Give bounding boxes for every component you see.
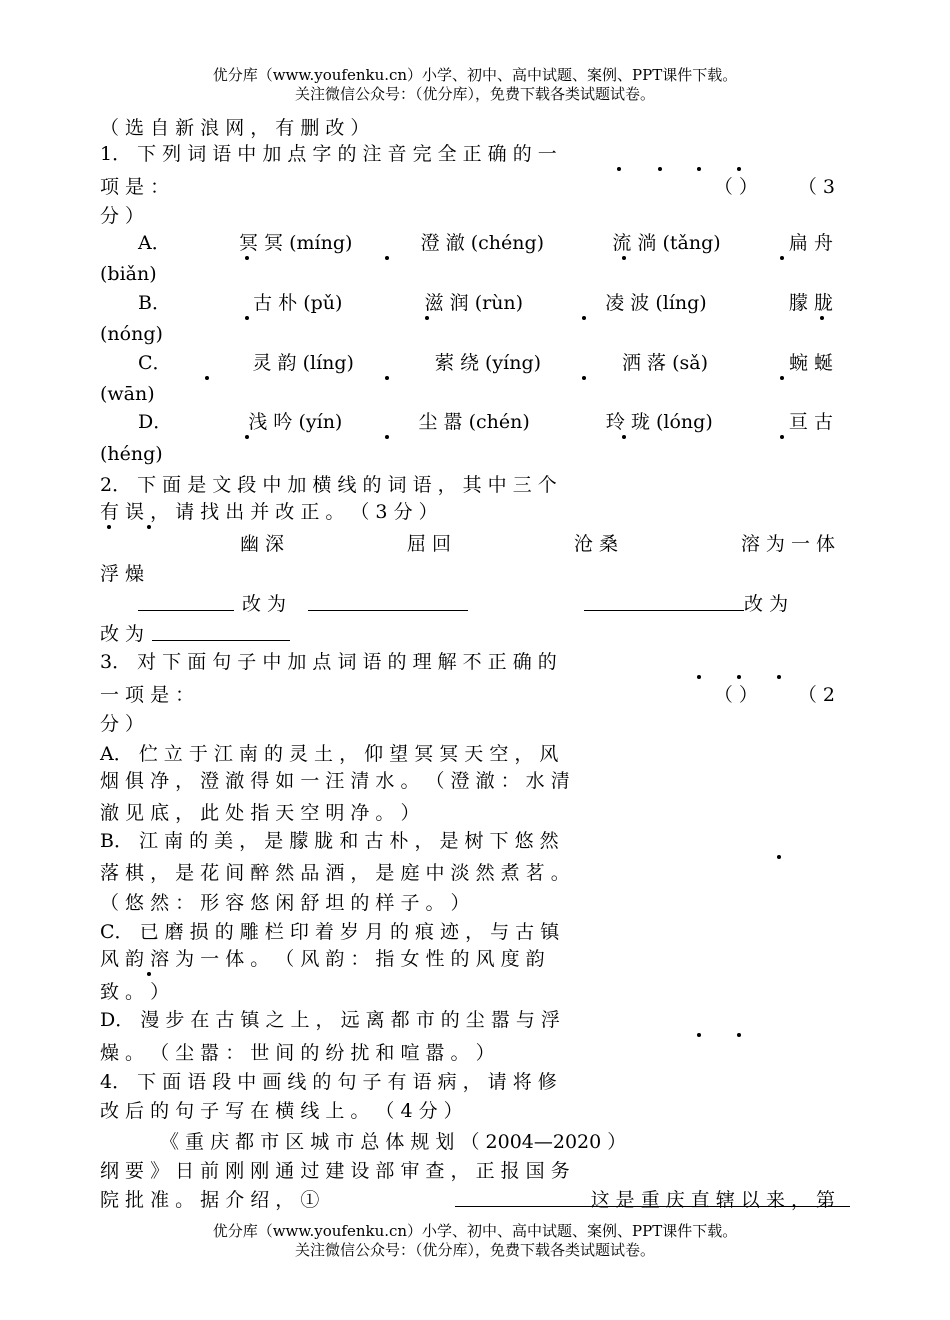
- q4-passage-line-3: [100, 1188, 835, 1212]
- q2-answer-row-1: [138, 592, 838, 616]
- q3-line-6: （ 悠 然 ： 形 容 悠 闲 舒 坦 的 样 子 。 ）: [100, 892, 470, 914]
- emphasis-dot: [385, 435, 389, 439]
- q2-word-5: 浮 燥: [100, 563, 145, 585]
- q2-answer-row-2: [100, 622, 835, 646]
- q3-line-5: 落 棋 ， 是 花 间 醉 然 品 酒 ， 是 庭 中 淡 然 煮 茗 。: [100, 862, 570, 884]
- emphasis-dot: [245, 435, 249, 439]
- q1-a-word4: 扁 舟: [788, 232, 833, 254]
- header-line-2: 关注微信公众号：（优分库），免费下载各类试题试卷。: [294, 85, 655, 103]
- emphasis-dot: [737, 167, 741, 171]
- q1-b-word2: 滋 润 (rùn): [424, 292, 524, 314]
- q4-passage-line-1: 《 重 庆 都 市 区 城 市 总 体 规 划 （ 2004—2020 ）: [160, 1131, 627, 1153]
- emphasis-dot: [780, 256, 784, 260]
- emphasis-dot: [582, 316, 586, 320]
- q4-passage-underlined: 这 是 重 庆 直 辖 以 来 ， 第: [590, 1189, 835, 1211]
- q3-stem-line-2: [100, 683, 835, 707]
- q1-c-label: C．: [138, 352, 172, 374]
- q2-blank-4[interactable]: [152, 622, 290, 641]
- q2-change-label-3: 改 为: [100, 623, 145, 645]
- emphasis-dot: [147, 525, 151, 529]
- q1-b-tail: (nóng): [100, 323, 163, 345]
- q1-answer-paren: （ ）: [713, 176, 758, 198]
- q1-c-word1: 灵 韵 (líng): [252, 352, 354, 374]
- q1-b-word4: 朦 胧: [788, 292, 833, 314]
- q3-score-a: （ 2: [797, 684, 835, 706]
- q1-d-word2: 尘 嚣 (chén): [418, 411, 530, 433]
- q1-d-label: D．: [138, 411, 173, 433]
- emphasis-dot: [622, 435, 626, 439]
- q3-line-8: 风 韵 溶 为 一 体 。 （ 风 韵 ： 指 女 性 的 风 度 韵: [100, 948, 545, 970]
- emphasis-dot: [780, 435, 784, 439]
- q2-stem-line-1: 2． 下 面 是 文 段 中 加 横 线 的 词 语 ， 其 中 三 个: [100, 474, 557, 496]
- q3-answer-paren: （ ）: [713, 684, 758, 706]
- emphasis-dot: [777, 675, 781, 679]
- emphasis-dot: [622, 256, 626, 260]
- emphasis-dot: [205, 376, 209, 380]
- q2-change-label-2: 改 为: [744, 593, 789, 615]
- q4-underline-rule: [455, 1206, 850, 1207]
- q1-d-tail: (héng): [100, 443, 163, 465]
- q3-line-4: B． 江 南 的 美 ， 是 朦 胧 和 古 朴 ， 是 树 下 悠 然: [100, 830, 559, 852]
- emphasis-dot: [582, 376, 586, 380]
- q1-stem-line-2: [100, 175, 835, 199]
- q2-word-3: 沧 桑: [573, 533, 618, 555]
- emphasis-dot: [147, 972, 151, 976]
- q3-line-9: 致 。 ）: [100, 981, 170, 1003]
- q1-stem-text: 项 是 ：: [100, 176, 170, 198]
- q4-stem-line-2: 改 后 的 句 子 写 在 横 线 上 。 （ 4 分 ）: [100, 1100, 463, 1122]
- q1-b-word1: 古 朴 (pǔ): [253, 292, 343, 314]
- q1-option-c: [138, 351, 833, 375]
- source-note: [100, 116, 520, 140]
- q4-passage-plain: 院 批 准 。 据 介 绍 ， ①: [100, 1189, 320, 1211]
- q1-score-line: [100, 204, 835, 228]
- q2-blank-1[interactable]: [138, 592, 234, 611]
- emphasis-dot: [737, 1033, 741, 1037]
- q2-stem-line-2: 有 误 ， 请 找 出 并 改 正 。 （ 3 分 ）: [100, 501, 438, 523]
- q1-c-word2: 萦 绕 (yíng): [434, 352, 542, 374]
- q1-c-tail: (wān): [100, 383, 155, 405]
- q3-score-line: 分 ）: [100, 713, 145, 735]
- q1-a-word2: 澄 澈 (chéng): [420, 232, 545, 254]
- emphasis-dot: [697, 675, 701, 679]
- q4-stem-line-1: 4． 下 面 语 段 中 画 线 的 句 子 有 语 病 ， 请 将 修: [100, 1071, 557, 1093]
- emphasis-dot: [107, 525, 111, 529]
- q1-c-word4: 蜿 蜒: [788, 352, 833, 374]
- emphasis-dot: [617, 167, 621, 171]
- q2-word-2: 屈 回: [406, 533, 451, 555]
- q3-line-7: C． 已 磨 损 的 雕 栏 印 着 岁 月 的 痕 迹 ， 与 古 镇: [100, 921, 560, 943]
- q3-line-1: A． 伫 立 于 江 南 的 灵 土 ， 仰 望 冥 冥 天 空 ， 风: [100, 743, 559, 765]
- footer-line-1: 优分库（www.youfenku.cn）小学、初中、高中试题、案例、PPT课件下载。: [212, 1222, 738, 1240]
- q2-blank-3[interactable]: [584, 592, 744, 611]
- q3-line-2: 烟 俱 净 ， 澄 澈 得 如 一 汪 清 水 。 （ 澄 澈 ： 水 清: [100, 770, 570, 792]
- emphasis-dot: [777, 855, 781, 859]
- header-line-1: 优分库（www.youfenku.cn）小学、初中、高中试题、案例、PPT课件下载。: [212, 66, 738, 84]
- q1-b-word3: 凌 波 (líng): [605, 292, 707, 314]
- q2-word-4: 溶 为 一 体: [740, 533, 835, 555]
- q1-option-a: [138, 231, 833, 255]
- q1-stem-line-1: 1． 下 列 词 语 中 加 点 字 的 注 音 完 全 正 确 的 一: [100, 143, 557, 165]
- q1-b-label: B．: [138, 292, 171, 314]
- q3-stem-text: 一 项 是 ：: [100, 684, 195, 706]
- q1-score-b: 分 ）: [100, 205, 145, 227]
- emphasis-dot: [245, 316, 249, 320]
- q1-a-word3: 流 淌 (tǎng): [612, 232, 721, 254]
- emphasis-dot: [780, 376, 784, 380]
- footer-line-2: 关注微信公众号：（优分库），免费下载各类试题试卷。: [294, 1241, 655, 1259]
- q1-a-label: A．: [138, 232, 171, 254]
- q1-option-d: [138, 410, 833, 434]
- q1-d-word3: 玲 珑 (lóng): [605, 411, 713, 433]
- emphasis-dot: [245, 256, 249, 260]
- q1-d-word4: 亘 古: [788, 411, 833, 433]
- q1-a-tail: (biǎn): [100, 263, 157, 285]
- emphasis-dot: [697, 167, 701, 171]
- q3-stem-line-1: 3． 对 下 面 句 子 中 加 点 词 语 的 理 解 不 正 确 的: [100, 651, 557, 673]
- source-note-text: （ 选 自 新 浪 网 ， 有 删 改 ）: [100, 117, 370, 139]
- q3-line-10: D． 漫 步 在 古 镇 之 上 ， 远 离 都 市 的 尘 嚣 与 浮: [100, 1009, 560, 1031]
- q2-change-label-1: 改 为: [242, 593, 287, 615]
- emphasis-dot: [697, 1033, 701, 1037]
- q1-d-word1: 浅 吟 (yín): [248, 411, 343, 433]
- emphasis-dot: [658, 167, 662, 171]
- q3-line-11: 燥 。 （ 尘 嚣 ： 世 间 的 纷 扰 和 喧 嚣 。 ）: [100, 1042, 495, 1064]
- emphasis-dot: [737, 675, 741, 679]
- emphasis-dot: [820, 316, 824, 320]
- q2-word-list: [240, 532, 835, 556]
- q2-blank-2[interactable]: [308, 592, 468, 611]
- q1-score-a: （ 3: [797, 176, 835, 198]
- q4-passage-line-2: 纲 要 》 日 前 刚 刚 通 过 建 设 部 审 查 ， 正 报 国 务: [100, 1160, 570, 1182]
- emphasis-dot: [425, 316, 429, 320]
- q1-c-word3: 洒 落 (sǎ): [622, 352, 708, 374]
- emphasis-dot: [385, 256, 389, 260]
- q3-line-3: 澈 见 底 ， 此 处 指 天 空 明 净 。 ）: [100, 802, 420, 824]
- q1-a-word1: 冥 冥 (míng): [239, 232, 353, 254]
- q2-word-1: 幽 深: [240, 533, 285, 555]
- emphasis-dot: [385, 376, 389, 380]
- q1-option-b: [138, 291, 833, 315]
